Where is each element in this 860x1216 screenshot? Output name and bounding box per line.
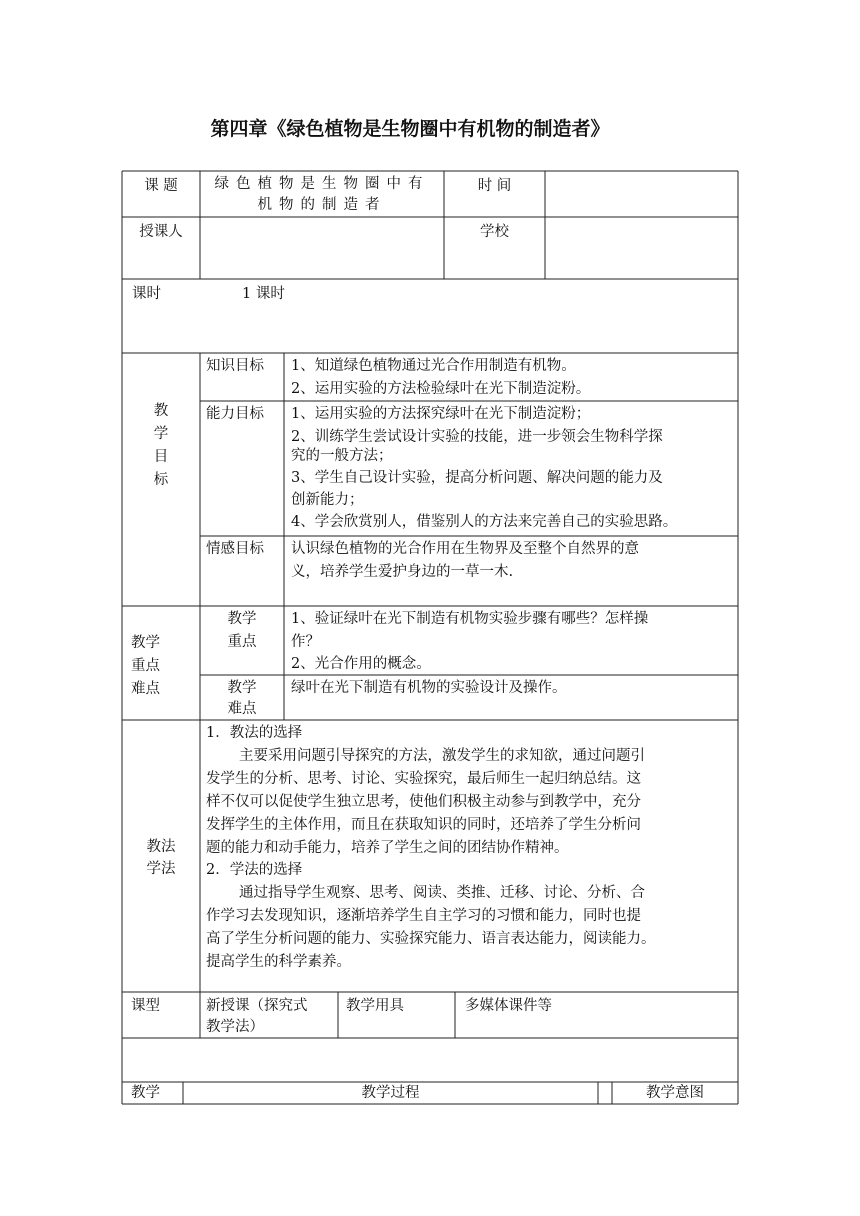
difficult-line-1: 绿叶在光下制造有机物的实验设计及操作。 [291,680,567,696]
objectives-label-4: 标 [153,472,169,488]
methods-line-10: 高了学生分析问题的能力、实验探究能力、语言表达能力，阅读能力。 [206,931,656,947]
objectives-label-3: 目 [153,449,169,465]
methods-line-3: 发学生的分析、思考、讨论、实验探究，最后师生一起归纳总结。这 [206,771,641,787]
tools-value: 多媒体课件等 [465,998,552,1014]
tools-label: 教学用具 [346,998,404,1014]
methods-line-9: 作学习去发现知识，逐渐培养学生自主学习的习惯和能力，同时也提 [206,908,641,924]
keypoints-label-1: 教学 [131,635,160,651]
difficult-label-2: 难点 [227,701,257,717]
key-label-1: 教学 [227,611,257,627]
methods-label-2: 学法 [146,861,176,877]
knowledge-line-2: 2、运用实验的方法检验绿叶在光下制造淀粉。 [291,381,591,397]
difficult-label-1: 教学 [227,680,257,696]
document-title: 第四章《绿色植物是生物圈中有机物的制造者》 [210,118,610,140]
methods-line-11: 提高学生的科学素养。 [206,954,351,970]
ability-line-3: 究的一般方法； [291,448,393,464]
topic-value-line1: 绿色植物是生物圈中有 [214,176,430,192]
methods-line-5: 发挥学生的主体作用，而且在获取知识的同时，还培养了学生分析问 [206,817,641,833]
topic-label: 课 题 [144,178,178,194]
teacher-label: 授课人 [139,224,183,240]
objectives-label-2: 学 [153,426,169,442]
footer-col-1: 教学 [131,1085,160,1101]
knowledge-line-1: 1、知道绿色植物通过光合作用制造有机物。 [291,358,576,374]
period-label: 课时 [132,286,161,302]
emotion-line-1: 认识绿色植物的光合作用在生物界及至整个自然界的意 [291,541,639,557]
period-value: 1 课时 [242,286,285,302]
objectives-label-1: 教 [153,403,169,419]
methods-line-1: 1．教法的选择 [206,725,303,741]
ability-line-1: 1、运用实验的方法探究绿叶在光下制造淀粉； [291,406,591,422]
methods-line-2: 主要采用问题引导探究的方法，激发学生的求知欲，通过问题引 [239,748,645,764]
methods-label-1: 教法 [146,839,176,855]
keypoints-label-2: 重点 [131,658,160,674]
methods-line-7: 2．学法的选择 [206,862,303,878]
methods-line-4: 样不仅可以促使学生独立思考，使他们积极主动参与到教学中，充分 [206,794,641,810]
ability-line-2: 2、训练学生尝试设计实验的技能，进一步领会生物科学探 [291,429,663,445]
lesson-type-value-1: 新授课（探究式 [206,998,308,1014]
keypoints-label-3: 难点 [131,681,160,697]
ability-line-4: 3、学生自己设计实验，提高分析问题、解决问题的能力及 [291,470,663,486]
footer-col-3: 教学意图 [646,1085,704,1101]
ability-label: 能力目标 [206,406,264,422]
methods-line-8: 通过指导学生观察、思考、阅读、类推、迁移、讨论、分析、合 [239,885,645,901]
lesson-type-value-2: 教学法） [206,1019,264,1035]
time-label: 时 间 [477,178,512,194]
key-line-2: 作？ [291,634,320,650]
school-label: 学校 [480,224,509,240]
key-line-1: 1、验证绿叶在光下制造有机物实验步骤有哪些？怎样操 [291,611,649,627]
emotion-line-2: 义，培养学生爱护身边的一草一木. [291,564,514,580]
key-line-3: 2、光合作用的概念。 [291,656,431,672]
knowledge-label: 知识目标 [206,358,264,374]
emotion-label: 情感目标 [206,541,264,557]
topic-value-line2: 机物的制造者 [257,197,387,213]
lesson-type-label: 课型 [131,998,160,1014]
key-label-2: 重点 [227,634,257,650]
ability-line-6: 4、学会欣赏别人，借鉴别人的方法来完善自己的实验思路。 [291,514,678,530]
ability-line-5: 创新能力； [291,492,364,508]
methods-line-6: 题的能力和动手能力，培养了学生之间的团结协作精神。 [206,840,569,856]
footer-col-2: 教学过程 [361,1085,420,1101]
